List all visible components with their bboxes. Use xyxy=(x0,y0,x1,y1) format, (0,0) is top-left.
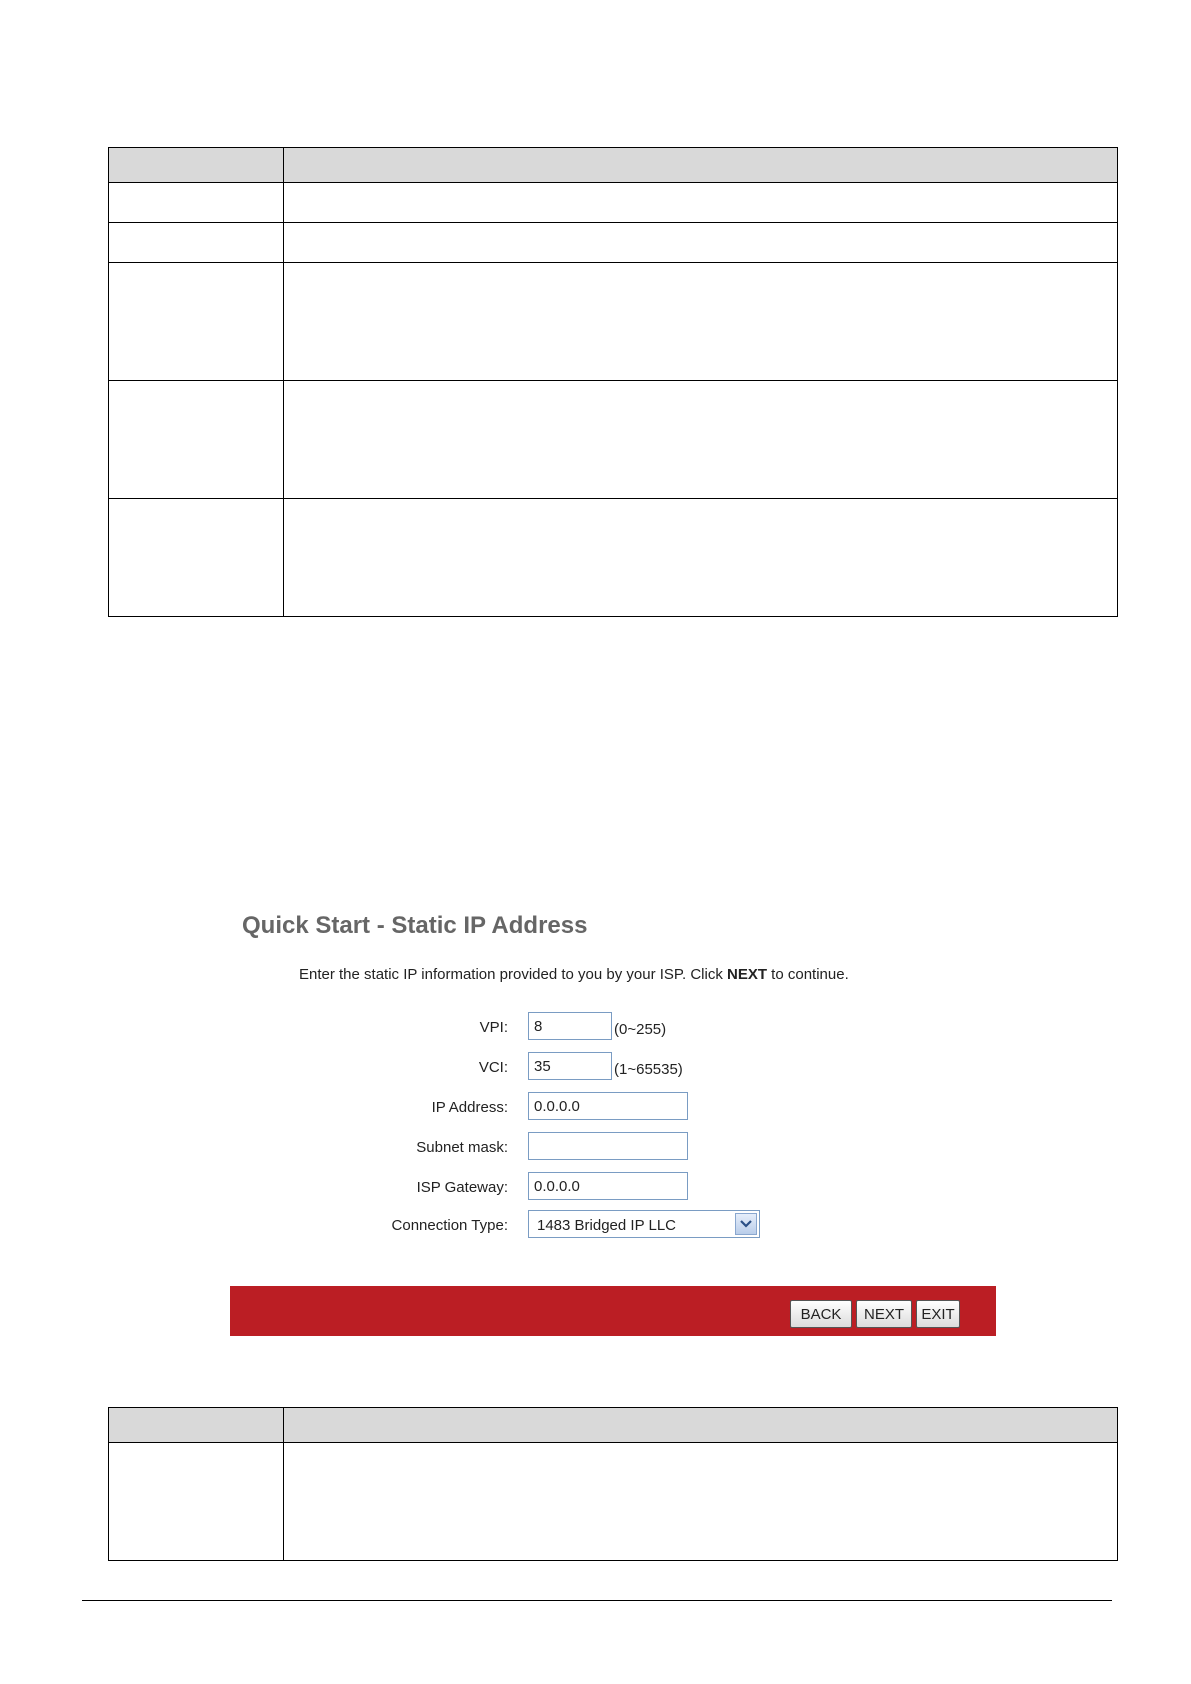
table-cell xyxy=(284,183,1118,223)
table-row xyxy=(109,223,1118,263)
ip-address-input[interactable] xyxy=(528,1092,688,1120)
connection-type-row xyxy=(230,1210,996,1240)
next-button[interactable]: NEXT xyxy=(856,1300,912,1328)
isp-gateway-row xyxy=(230,1172,996,1202)
ip-address-label: IP Address: xyxy=(431,1099,508,1116)
table-row xyxy=(109,499,1118,617)
back-button[interactable]: BACK xyxy=(790,1300,852,1328)
instruction-pre: Enter the static IP information provided to you by your ISP. Click xyxy=(299,966,727,983)
page-title: Quick Start - Static IP Address xyxy=(242,912,588,939)
instruction-text xyxy=(299,966,849,983)
vpi-row xyxy=(230,1012,996,1042)
table-cell xyxy=(109,499,284,617)
table-header-row xyxy=(109,1408,1118,1443)
table-header-cell xyxy=(109,148,284,183)
isp-gateway-label: ISP Gateway: xyxy=(416,1179,508,1196)
isp-gateway-input[interactable] xyxy=(528,1172,688,1200)
subnet-mask-row xyxy=(230,1132,996,1162)
chevron-down-icon[interactable] xyxy=(735,1213,757,1235)
table-row xyxy=(109,1443,1118,1561)
table-row xyxy=(109,263,1118,381)
table-cell xyxy=(109,1443,284,1561)
table-row xyxy=(109,381,1118,499)
table-cell xyxy=(284,381,1118,499)
subnet-mask-input[interactable] xyxy=(528,1132,688,1160)
bottom-description-table xyxy=(108,1407,1118,1561)
connection-type-select[interactable] xyxy=(528,1210,760,1238)
vpi-range-hint: (0~255) xyxy=(614,1021,667,1038)
exit-button[interactable]: EXIT xyxy=(916,1300,960,1328)
vci-input[interactable] xyxy=(528,1052,612,1080)
table-header-cell xyxy=(284,1408,1118,1443)
table-cell xyxy=(284,499,1118,617)
button-bar xyxy=(230,1286,996,1336)
vci-range-hint: (1~65535) xyxy=(614,1061,683,1078)
vci-row xyxy=(230,1052,996,1082)
connection-type-value: 1483 Bridged IP LLC xyxy=(537,1217,676,1234)
table-cell xyxy=(109,381,284,499)
vpi-input[interactable] xyxy=(528,1012,612,1040)
table-header-cell xyxy=(284,148,1118,183)
table-cell xyxy=(284,223,1118,263)
vpi-label: VPI: xyxy=(479,1019,508,1036)
table-cell xyxy=(109,263,284,381)
table-cell xyxy=(109,183,284,223)
table-row xyxy=(109,183,1118,223)
footer-divider xyxy=(82,1600,1112,1601)
instruction-bold: NEXT xyxy=(727,966,768,983)
connection-type-label: Connection Type: xyxy=(391,1217,508,1234)
instruction-post: to continue. xyxy=(767,966,849,983)
table-cell xyxy=(109,223,284,263)
subnet-mask-label: Subnet mask: xyxy=(416,1139,508,1156)
vci-label: VCI: xyxy=(478,1059,508,1076)
table-cell xyxy=(284,1443,1118,1561)
top-description-table xyxy=(108,147,1118,617)
table-header-cell xyxy=(109,1408,284,1443)
ip-address-row xyxy=(230,1092,996,1122)
quick-start-panel xyxy=(230,900,996,1332)
table-header-row xyxy=(109,148,1118,183)
table-cell xyxy=(284,263,1118,381)
